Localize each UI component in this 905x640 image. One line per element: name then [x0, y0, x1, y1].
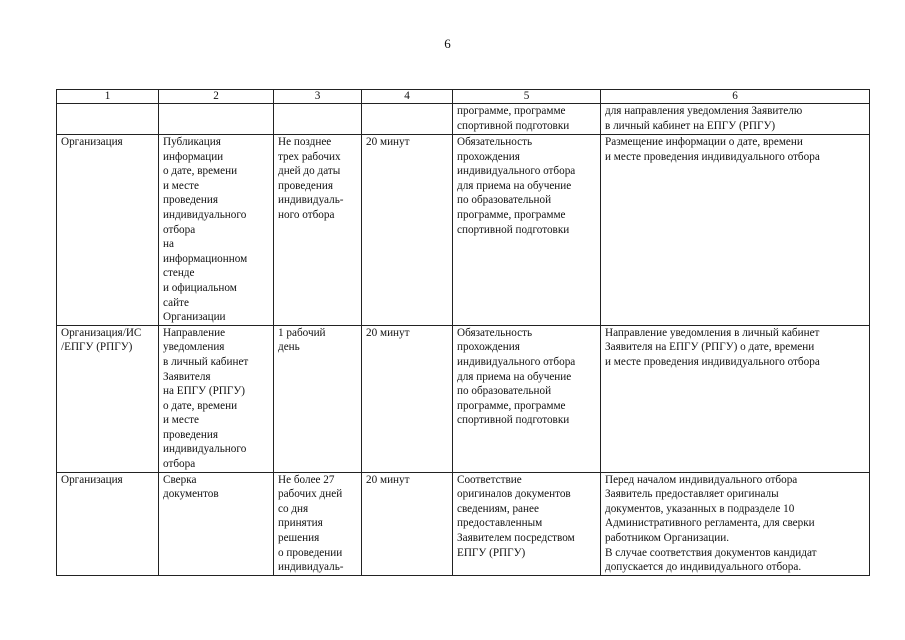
cell-text-line: Сверка	[163, 473, 197, 486]
cell-text-line: документов, указанных в подразделе 10	[605, 502, 795, 515]
cell-text-line: отбора	[163, 223, 196, 236]
cell-text-line: программе, программе	[457, 105, 566, 117]
cell-text-line: индивидуального	[163, 443, 247, 456]
cell-text-line: и официальном	[163, 281, 237, 294]
procedure-table	[56, 89, 870, 576]
table-cell	[159, 472, 274, 575]
cell-text-line: Публикация	[163, 136, 221, 148]
cell-text-line: на	[163, 238, 174, 251]
cell-text-line: о дате, времени	[163, 399, 238, 412]
table-cell	[362, 135, 453, 326]
cell-text-line: Размещение информации о дате, времени	[605, 136, 803, 148]
column-header: 5	[453, 90, 601, 104]
cell-text-line: принятия	[278, 517, 323, 530]
cell-text-line: Обязательность	[457, 326, 533, 339]
cell-text-line: стенде	[163, 267, 195, 280]
table-cell	[601, 104, 870, 135]
cell-text-line: Не позднее	[278, 136, 332, 148]
cell-text-line: для приема на обучение	[457, 179, 572, 192]
cell-text-line: 20 минут	[366, 136, 410, 148]
cell-text-line: 20 минут	[366, 326, 410, 339]
table-cell	[57, 135, 159, 326]
table-row	[57, 472, 870, 575]
table-cell	[362, 325, 453, 472]
cell-text-line: Заявителя на ЕПГУ (РПГУ) о дате, времени	[605, 341, 815, 354]
cell-text-line: индивидуального	[163, 208, 247, 221]
column-header: 6	[601, 90, 870, 104]
cell-text-line: спортивной подготовки	[457, 119, 570, 132]
table-cell	[362, 472, 453, 575]
table-row	[57, 325, 870, 472]
cell-text-line: проведения	[163, 428, 218, 441]
page-number: 6	[444, 36, 451, 51]
cell-text-line: отбора	[163, 458, 196, 471]
cell-text-line: /ЕПГУ (РПГУ)	[61, 341, 133, 354]
table-cell	[274, 472, 362, 575]
table-cell	[362, 104, 453, 135]
cell-text-line: программе, программе	[457, 399, 566, 412]
column-header: 2	[159, 90, 274, 104]
cell-text-line: В случае соответствия документов кандидат	[605, 546, 817, 559]
cell-text-line: по образовательной	[457, 194, 552, 207]
cell-text-line: дней до даты	[278, 165, 341, 178]
cell-text-line: на ЕПГУ (РПГУ)	[163, 385, 245, 398]
cell-text-line: решения	[278, 532, 320, 545]
cell-text-line: проведения	[278, 179, 333, 192]
cell-text-line: информации	[163, 150, 224, 163]
cell-text-line: Направление	[163, 326, 226, 339]
table-cell	[601, 325, 870, 472]
table-cell	[453, 104, 601, 135]
cell-text-line: индивидуаль-	[278, 194, 344, 207]
cell-text-line: прохождения	[457, 341, 520, 354]
cell-text-line: Направление уведомления в личный кабинет	[605, 326, 820, 339]
table-cell	[453, 135, 601, 326]
cell-text-line: Заявитель предоставляет оригиналы	[605, 488, 779, 501]
cell-text-line: индивидуаль-	[278, 561, 344, 574]
cell-text-line: спортивной подготовки	[457, 223, 570, 236]
table-cell	[57, 472, 159, 575]
cell-text-line: допускается до индивидуального отбора.	[605, 561, 802, 574]
cell-text-line: Заявителя	[163, 370, 211, 383]
table-header-row	[57, 90, 870, 104]
cell-text-line: информационном	[163, 252, 248, 265]
table-cell	[159, 325, 274, 472]
cell-text-line: 20 минут	[366, 473, 410, 486]
cell-text-line: Организация/ИС	[61, 326, 142, 339]
table-cell	[57, 325, 159, 472]
column-header: 4	[362, 90, 453, 104]
table-cell	[57, 104, 159, 135]
cell-text-line: и месте	[163, 179, 199, 192]
cell-text-line: по образовательной	[457, 385, 552, 398]
table-cell	[159, 135, 274, 326]
cell-text-line: ного отбора	[278, 208, 335, 221]
cell-text-line: со дня	[278, 502, 309, 515]
cell-text-line: Обязательность	[457, 136, 533, 148]
cell-text-line: в личный кабинет на ЕПГУ (РПГУ)	[605, 119, 776, 132]
cell-text-line: работником Организации.	[605, 532, 730, 545]
cell-text-line: трех рабочих	[278, 150, 341, 163]
cell-text-line: день	[278, 341, 300, 354]
table-cell	[274, 325, 362, 472]
cell-text-line: прохождения	[457, 150, 520, 163]
cell-text-line: Организация	[61, 136, 123, 148]
cell-text-line: программе, программе	[457, 208, 566, 221]
table-cell	[159, 104, 274, 135]
cell-text-line: уведомления	[163, 341, 225, 354]
cell-text-line: для направления уведомления Заявителю	[605, 105, 803, 117]
cell-text-line: рабочих дней	[278, 488, 343, 501]
cell-text-line: Организация	[61, 473, 123, 486]
table-cell	[274, 135, 362, 326]
cell-text-line: предоставленным	[457, 517, 543, 530]
cell-text-line: оригиналов документов	[457, 488, 571, 501]
cell-text-line: документов	[163, 488, 219, 501]
cell-text-line: индивидуального отбора	[457, 355, 576, 368]
cell-text-line: Административного регламента, для сверки	[605, 517, 815, 530]
cell-text-line: спортивной подготовки	[457, 414, 570, 427]
table-cell	[453, 472, 601, 575]
cell-text-line: Соответствие	[457, 473, 522, 486]
table-cell	[453, 325, 601, 472]
cell-text-line: Не более 27	[278, 473, 335, 486]
cell-text-line: Организации	[163, 311, 226, 324]
cell-text-line: индивидуального отбора	[457, 165, 576, 178]
table-cell	[274, 104, 362, 135]
cell-text-line: 1 рабочий	[278, 326, 326, 339]
cell-text-line: для приема на обучение	[457, 370, 572, 383]
cell-text-line: проведения	[163, 194, 218, 207]
cell-text-line: и месте проведения индивидуального отбора	[605, 150, 820, 163]
table-cell	[601, 135, 870, 326]
table-row	[57, 135, 870, 326]
cell-text-line: сведениям, ранее	[457, 502, 539, 515]
cell-text-line: и месте	[163, 414, 199, 427]
cell-text-line: Перед началом индивидуального отбора	[605, 473, 798, 486]
table-cell	[601, 472, 870, 575]
table-row	[57, 104, 870, 135]
column-header: 1	[57, 90, 159, 104]
column-header: 3	[274, 90, 362, 104]
cell-text-line: и месте проведения индивидуального отбора	[605, 355, 820, 368]
cell-text-line: Заявителем посредством	[457, 532, 575, 545]
cell-text-line: ЕПГУ (РПГУ)	[457, 546, 526, 559]
cell-text-line: о дате, времени	[163, 165, 238, 178]
cell-text-line: в личный кабинет	[163, 355, 249, 368]
cell-text-line: сайте	[163, 296, 189, 309]
cell-text-line: о проведении	[278, 546, 343, 559]
